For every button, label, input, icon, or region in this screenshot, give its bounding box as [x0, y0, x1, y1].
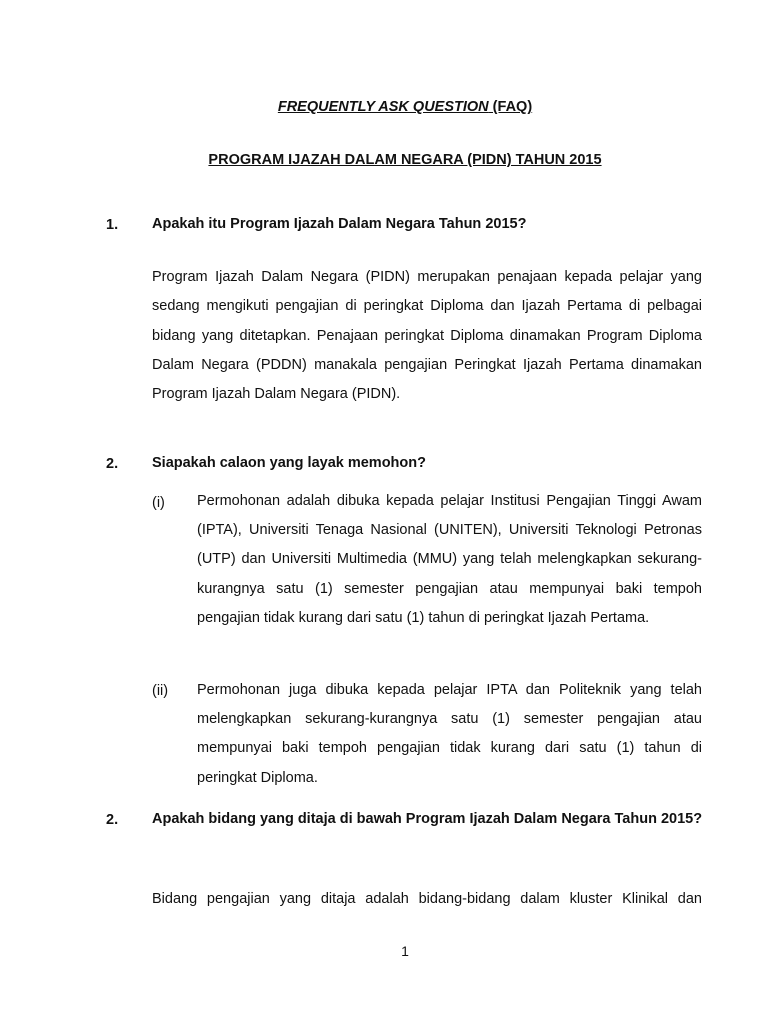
- answer-3-text: Bidang pengajian yang ditaja adalah bidang-bidang dalam kluster Klinikal dan: [152, 891, 702, 907]
- page-number: 1: [401, 943, 409, 959]
- question-2-text: Siapakah calaon yang layak memohon?: [152, 455, 426, 471]
- item-ii-text: Permohonan juga dibuka kepada pelajar IPTA dan Politeknik yang telah melengkapkan sekurang-kurangnya satu (1) semester pengajian atau mempunyai baki tempoh pengajian tidak kurang dari satu (1) tahun di peringkat Diploma.: [197, 682, 702, 786]
- title-suffix: (FAQ): [488, 99, 533, 115]
- question-1-text: Apakah itu Program Ijazah Dalam Negara Tahun 2015?: [152, 216, 527, 232]
- item-i-text: Permohonan adalah dibuka kepada pelajar Institusi Pengajian Tinggi Awam (IPTA), Universiti Tenaga Nasional (UNITEN), Universiti Teknologi Petronas (UTP) dan Universiti Multimedia (MMU) yang telah melengkapkan sekurang-kurangnya satu (1) semester pengajian atau mempunyai baki tempoh pengajian tidak kurang dari satu (1) tahun di peringkat Ijazah Pertama.: [197, 493, 702, 626]
- item-ii-label: (ii): [152, 683, 169, 699]
- answer-1-paragraph: [152, 263, 702, 409]
- document-title: [0, 99, 768, 115]
- question-3-text: Apakah bidang yang ditaja di bawah Program Ijazah Dalam Negara Tahun 2015?: [152, 811, 703, 827]
- question-3-number: 2.: [106, 812, 119, 828]
- question-2-number: 2.: [106, 456, 119, 472]
- document-subtitle: PROGRAM IJAZAH DALAM NEGARA (PIDN) TAHUN 2015: [208, 152, 602, 168]
- answer-1-text: Program Ijazah Dalam Negara (PIDN) merupakan penajaan kepada pelajar yang sedang mengikuti pengajian di peringkat Diploma dan Ijazah Pertama di pelbagai bidang yang ditetapkan. Penajaan peringkat Diploma dinamakan Program Diploma Dalam Negara (PDDN) manakala pengajian Peringkat Ijazah Pertama dinamakan Program Ijazah Dalam Negara (PIDN).: [152, 269, 702, 403]
- item-i-label: (i): [152, 495, 165, 511]
- title-italic: FREQUENTLY ASK QUESTION: [277, 99, 489, 115]
- question-1-number: 1.: [106, 217, 119, 233]
